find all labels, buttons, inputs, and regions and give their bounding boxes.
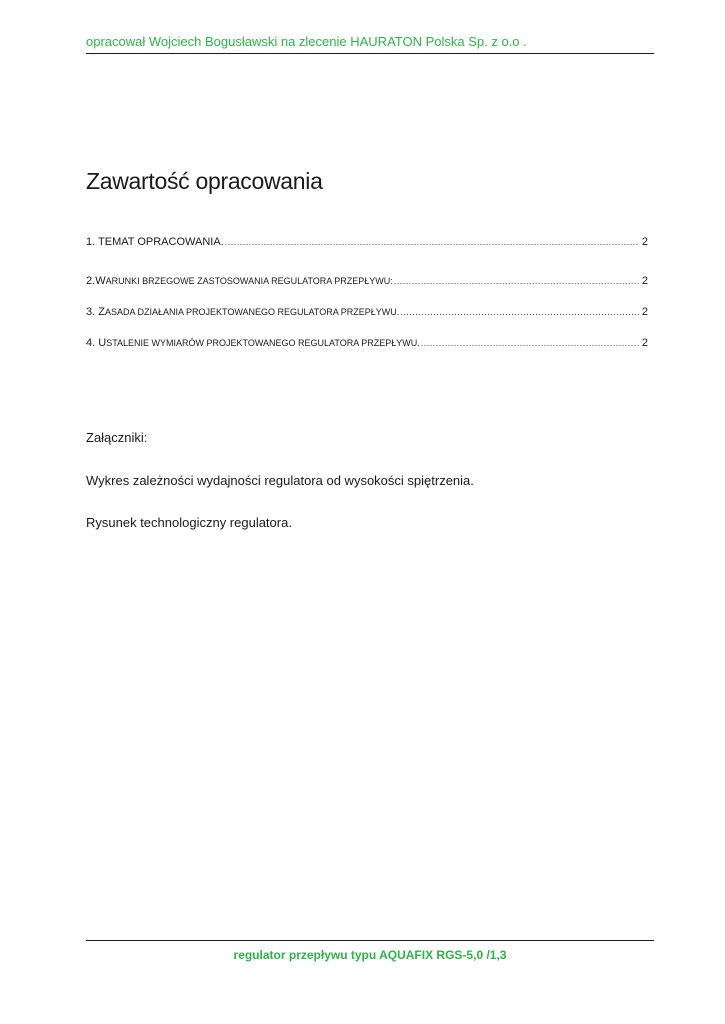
toc-entry-4[interactable] bbox=[86, 337, 648, 353]
attachments-heading: Załączniki: bbox=[86, 430, 148, 445]
document-title: Zawartość opracowania bbox=[86, 168, 323, 194]
toc-entry-label bbox=[86, 236, 224, 248]
toc-entry-title: ARUNKI BRZEGOWE ZASTOSOWANIA REGULATORA PRZEPŁYWU: bbox=[105, 276, 393, 286]
toc-page-number: 2 bbox=[641, 236, 648, 248]
attachment-item: Wykres zależności wydajności regulatora od wysokości spiętrzenia. bbox=[86, 473, 474, 488]
toc-entry-title: ASADA DZIAŁANIA PROJEKTOWANEGO REGULATORA PRZEPŁYWU. bbox=[104, 307, 400, 317]
toc-entry-number: 2. bbox=[86, 275, 96, 287]
toc-entry-label bbox=[86, 275, 393, 287]
toc-entry-number: 1. bbox=[86, 236, 99, 248]
toc-leader-dots bbox=[400, 307, 639, 317]
toc-entry-label bbox=[86, 306, 399, 318]
toc-page-number: 2 bbox=[641, 275, 648, 287]
toc-entry-title: TEMAT OPRACOWANIA. bbox=[98, 236, 224, 248]
page-footer-text: regulator przepływu typu AQUAFIX RGS-5,0 /1,3 bbox=[233, 948, 507, 962]
toc-entry-number: 4. bbox=[86, 337, 99, 349]
toc-page-number: 2 bbox=[641, 337, 648, 349]
toc-entry-1[interactable] bbox=[86, 236, 648, 252]
toc-entry-initial: W bbox=[95, 275, 106, 287]
toc-leader-dots bbox=[225, 237, 639, 247]
toc-leader-dots bbox=[421, 338, 639, 348]
footer-divider bbox=[86, 940, 654, 941]
page-header-text: opracował Wojciech Bogusławski na zlecenie HAURATON Polska Sp. z o.o . bbox=[86, 34, 527, 49]
toc-entry-title: STALENIE WYMIARÓW PROJEKTOWANEGO REGULATORA PRZEPŁYWU. bbox=[106, 338, 420, 348]
toc-entry-number: 3. bbox=[86, 306, 99, 318]
toc-entry-initial: Z bbox=[98, 306, 105, 318]
header-divider bbox=[86, 53, 654, 54]
toc-entry-3[interactable] bbox=[86, 306, 648, 322]
toc-entry-label bbox=[86, 337, 420, 349]
toc-page-number: 2 bbox=[641, 306, 648, 318]
toc-leader-dots bbox=[394, 276, 639, 286]
toc-entry-initial: U bbox=[98, 337, 107, 349]
toc-entry-2[interactable] bbox=[86, 275, 648, 291]
attachment-item: Rysunek technologiczny regulatora. bbox=[86, 515, 292, 530]
